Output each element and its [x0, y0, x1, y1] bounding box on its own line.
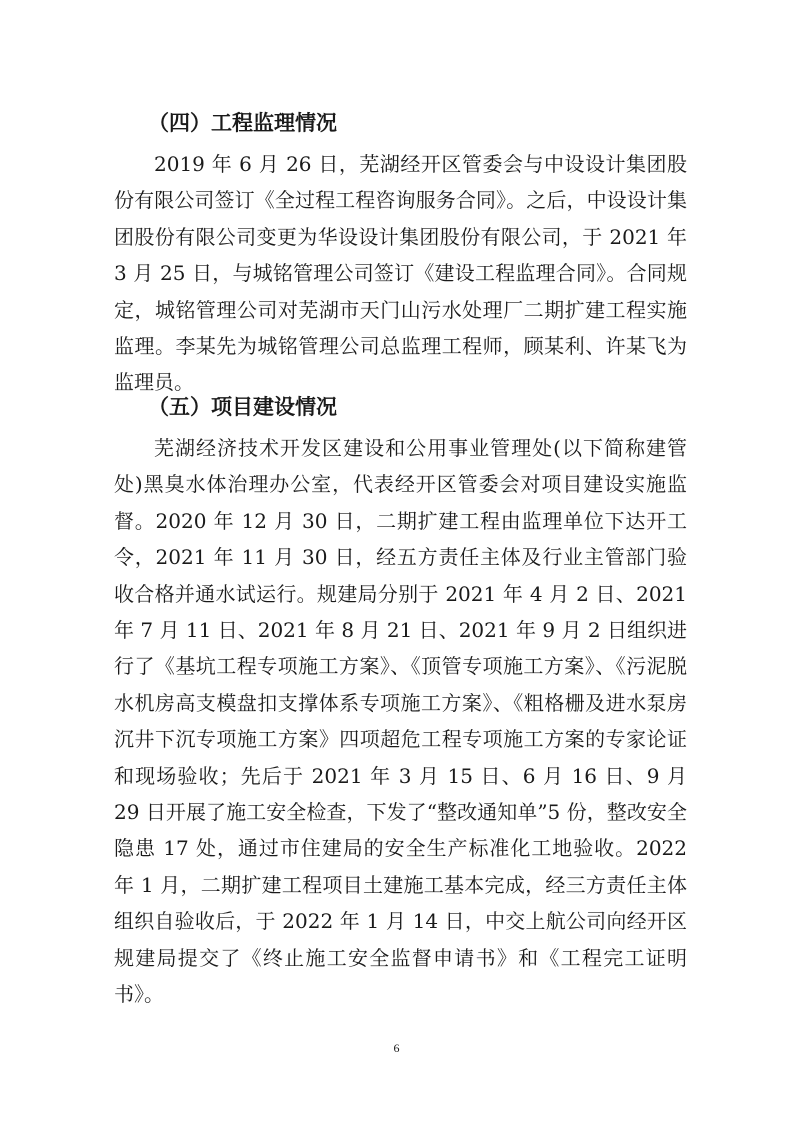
section-heading-supervision: （四）工程监理情况: [148, 111, 337, 135]
paragraph-supervision: 2019 年 6 月 26 日，芜湖经开区管委会与中设设计集团股份有限公司签订《全过程工程咨询服务合同》。之后，中设设计集团股份有限公司变更为华设设计集团股份有限公司，于 2021 年 3 月 25 日，与城铭管理公司签订《建设工程监理合同》。合同规定，城铭管理公司对芜湖市天门山污水处理厂二期扩建工程实施监理。李某先为城铭管理公司总监理工程师，顾某利、许某飞为监理员。: [114, 152, 687, 395]
section-heading-construction: （五）项目建设情况: [148, 395, 337, 419]
paragraph-construction: 芜湖经济技术开发区建设和公用事业管理处(以下简称建管处)黑臭水体治理办公室，代表经开区管委会对项目建设实施监督。2020 年 12 月 30 日，二期扩建工程由监理单位下达开工令，2021 年 11 月 30 日，经五方责任主体及行业主管部门验收合格并通水试运行。规建局分别于 2021 年 4 月 2 日、2021 年 7 月 11 日、2021 年 8 月 21 日、2021 年 9 月 2 日组织进行了《基坑工程专项施工方案》、《顶管专项施工方案》、《污泥脱水机房高支模盘扣支撑体系专项施工方案》、《粗格栅及进水泵房沉井下沉专项施工方案》四项超危工程专项施工方案的专家论证和现场验收；先后于 2021 年 3 月 15 日、6 月 16 日、9 月 29 日开展了施工安全检查，下发了“整改通知单”5 份，整改安全隐患 17 处，通过市住建局的安全生产标准化工地验收。2022 年 1 月，二期扩建工程项目土建施工基本完成，经三方责任主体组织自验收后，于 2022 年 1 月 14 日，中交上航公司向经开区规建局提交了《终止施工安全监督申请书》和《工程完工证明书》。: [114, 436, 687, 1007]
page-number: 6: [393, 1041, 400, 1055]
